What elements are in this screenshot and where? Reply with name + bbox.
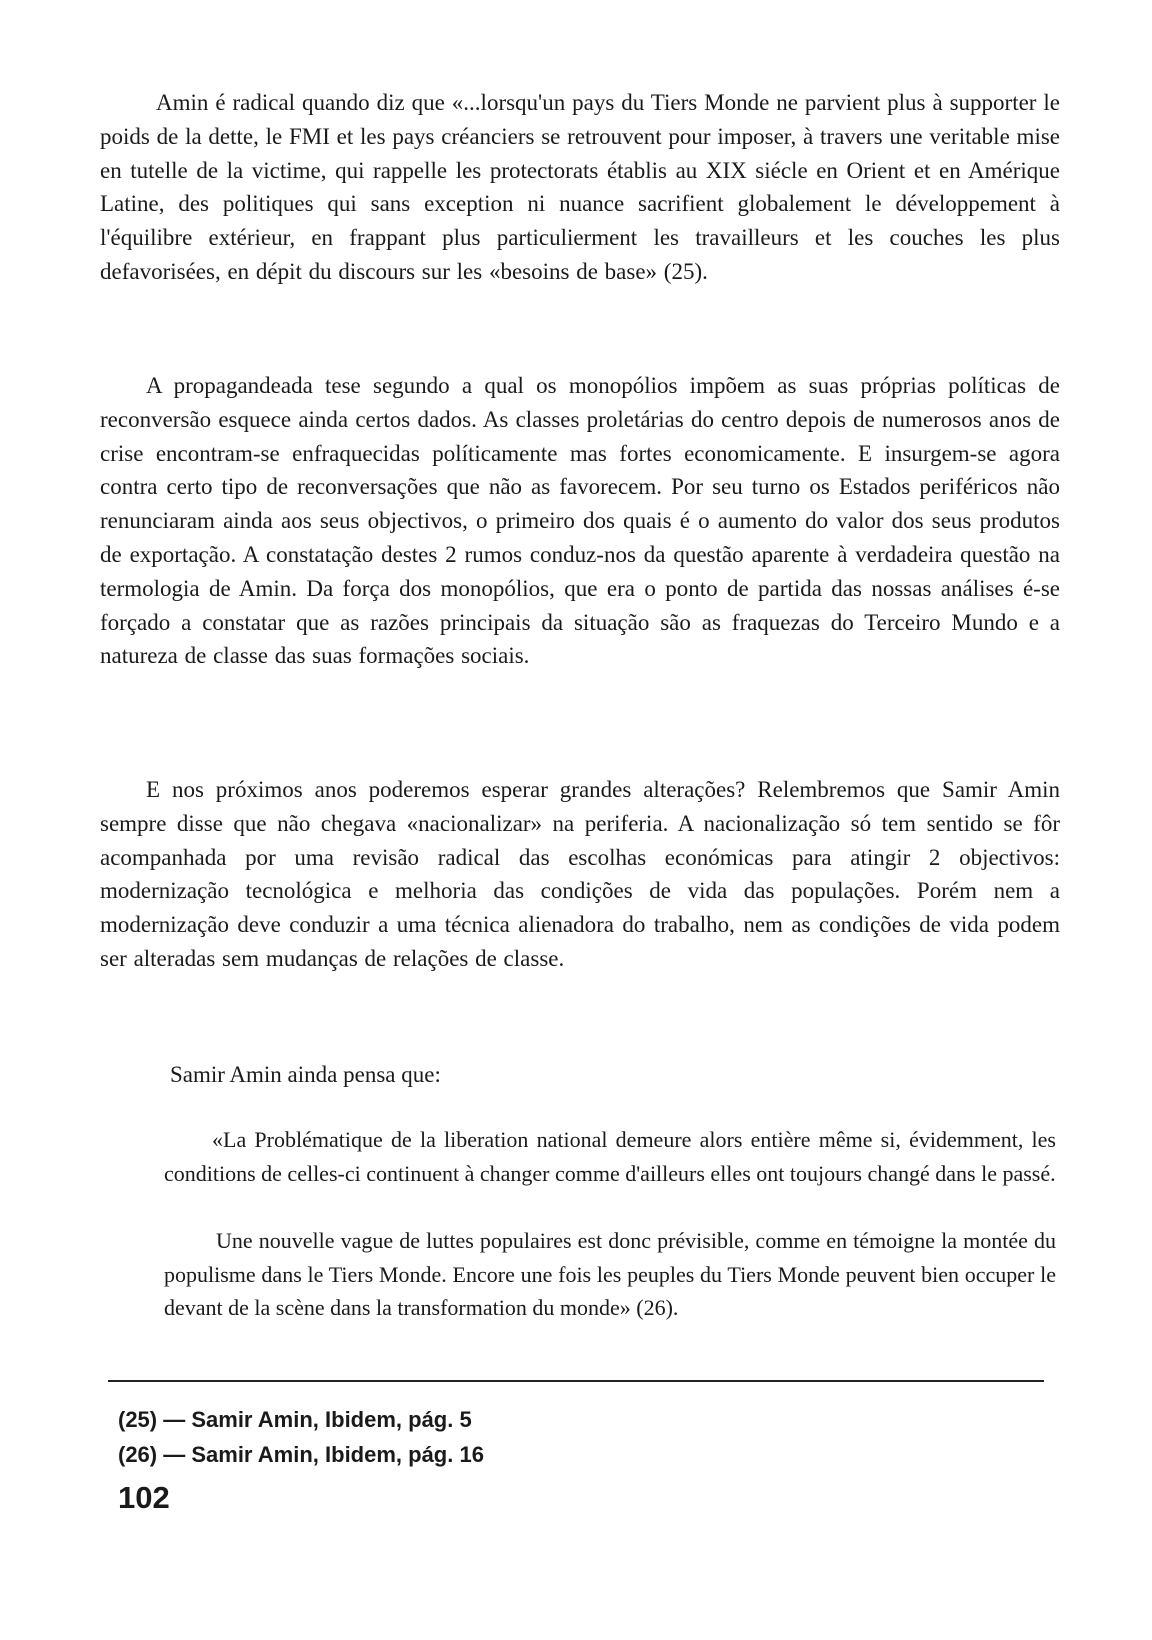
body-paragraph-2: A propagandeada tese segundo a qual os monopólios impõem as suas próprias políticas de reconversão esquece ainda certos dados. As classes proletárias do centro depois de numerosos anos de crise encontram-se enfraquecidas políticamente mas fortes economicamente. E insurgem-se agora contra certo tipo de reconversações que não as favorecem. Por seu turno os Estados periféricos não renunciaram ainda aos seus objectivos, o primeiro dos quais é o aumento do valor dos seus produtos de exportação. A constatação destes 2 rumos conduz-nos da questão aparente à verdadeira questão na termologia de Amin. Da força dos monopólios, que era o ponto de partida das nossas análises é-se forçado a constatar que as razões principais da situação são as fraquezas do Terceiro Mundo e a natureza de classe das suas formações sociais. (100, 373, 1060, 669)
footnote-26: (26) — Samir Amin, Ibidem, pág. 16 (118, 1442, 484, 1467)
footnotes (118, 1402, 484, 1472)
body-paragraph-3: E nos próximos anos poderemos esperar grandes alterações? Relembremos que Samir Amin sempre disse que não chegava «nacionalizar» na periferia. A nacionalização só tem sentido se fôr acompanhada por uma revisão radical das escolhas económicas para atingir 2 objectivos: modernização tecnológica e melhoria das condições de vida das populações. Porém nem a modernização deve conduzir a uma técnica alienadora do trabalho, nem as condições de vida podem ser alteradas sem mudanças de relações de classe. (100, 777, 1060, 971)
block-quote-paragraph-2: Une nouvelle vague de luttes populaires est donc prévisible, comme en témoigne la montée du populisme dans le Tiers Monde. Encore une fois les peuples du Tiers Monde peuvent bien occuper le devant de la scène dans la transformation du monde» (26). (164, 1228, 1056, 1320)
quote-intro: Samir Amin ainda pensa que: (170, 1062, 441, 1087)
block-quote-paragraph-1: «La Problématique de la liberation national demeure alors entière même si, évidemment, les conditions de celles-ci continuent à changer comme d'ailleurs elles ont toujours changé dans le passé. (164, 1127, 1056, 1186)
page-number: 102 (118, 1480, 170, 1515)
footnote-25: (25) — Samir Amin, Ibidem, pág. 5 (118, 1407, 472, 1432)
body-paragraph-1: Amin é radical quando diz que «...lorsqu'un pays du Tiers Monde ne parvient plus à supporter le poids de la dette, le FMI et les pays créanciers se retrouvent pour imposer, à travers une veritable mise en tutelle de la victime, qui rappelle les protectorats établis au XIX siécle en Orient et en Amérique Latine, des politiques qui sans exception ni nuance sacrifient globalement le développement à l'équilibre extérieur, en frappant plus particulierment les travailleurs et les couches les plus defavorisées, en dépit du discours sur les «besoins de base» (25). (100, 90, 1060, 284)
footnote-divider (108, 1380, 1044, 1382)
